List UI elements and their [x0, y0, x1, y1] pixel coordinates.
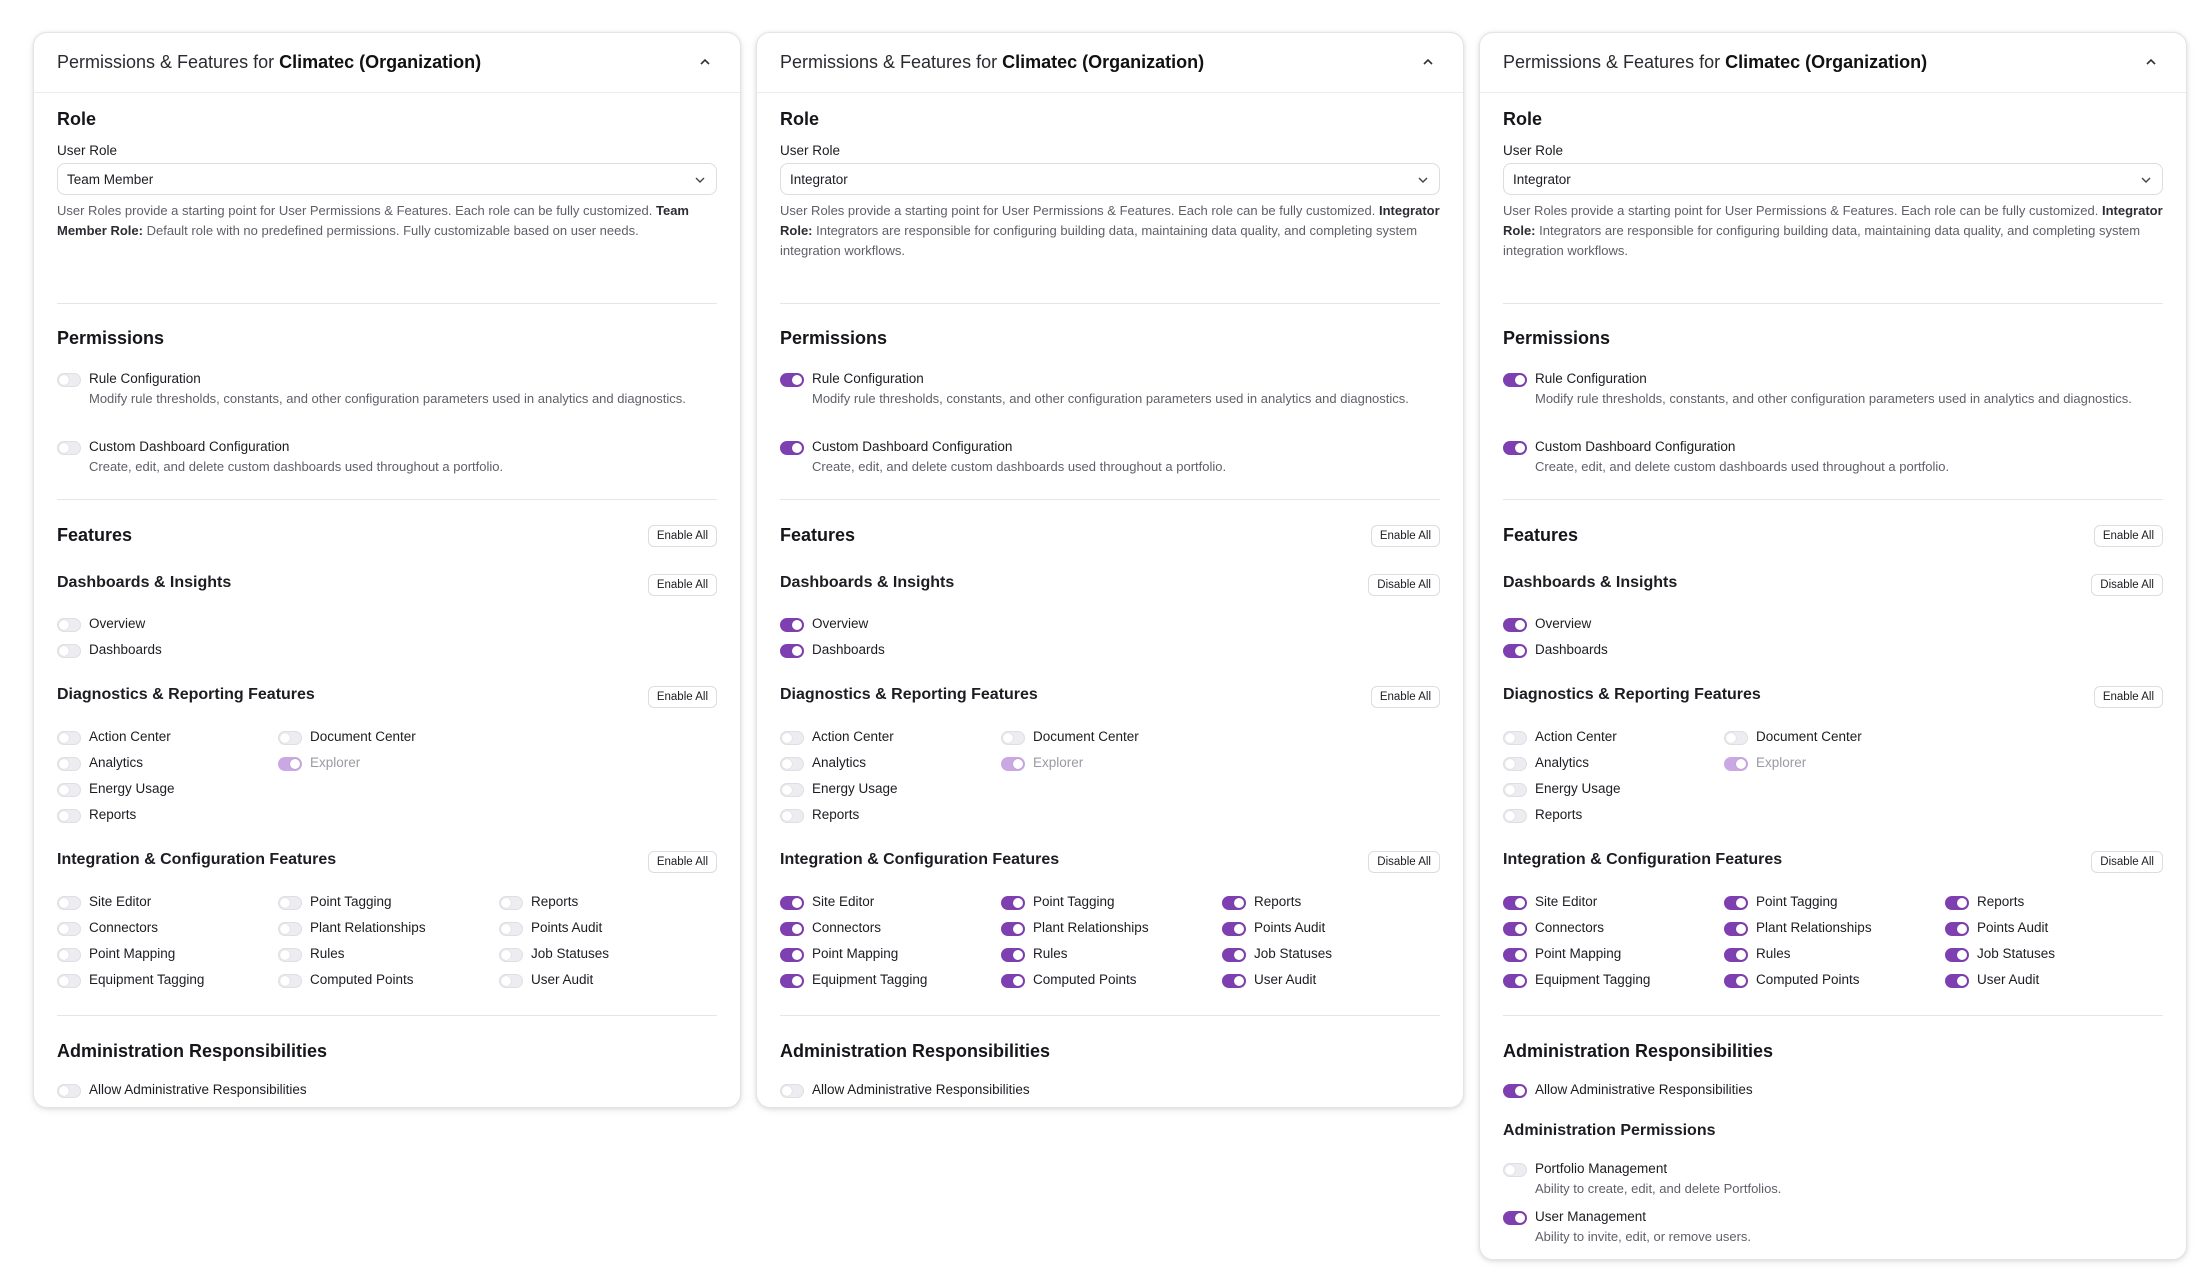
- overview-toggle[interactable]: [780, 618, 804, 632]
- computed-points-label: Computed Points: [1756, 972, 1860, 987]
- panel-title: Permissions & Features for Climatec (Organization): [1503, 52, 1928, 72]
- chevron-up-icon[interactable]: [1421, 55, 1435, 69]
- user-role-select[interactable]: [57, 163, 717, 195]
- job-statuses-label: Job Statuses: [1254, 946, 1333, 961]
- energy-usage-label: Energy Usage: [89, 781, 175, 796]
- point-tagging-label: Point Tagging: [1756, 894, 1838, 909]
- document-center-label: Document Center: [1033, 729, 1139, 744]
- equipment-tagging-toggle[interactable]: [57, 974, 81, 988]
- rules-label: Rules: [310, 946, 345, 961]
- rules-toggle[interactable]: [278, 948, 302, 962]
- explorer-label: Explorer: [1756, 755, 1807, 770]
- chevron-down-icon: [1417, 174, 1429, 186]
- user-role-label: User Role: [1503, 143, 1564, 158]
- features-enable-all-button[interactable]: Enable All: [648, 525, 717, 547]
- points-audit-toggle[interactable]: [1222, 922, 1246, 936]
- integration-configuration-heading: Integration & Configuration Features: [57, 851, 337, 868]
- portfolio-management-toggle[interactable]: [1503, 1163, 1527, 1177]
- features-heading: Features: [57, 525, 133, 545]
- divider: [57, 499, 717, 500]
- user-role-select[interactable]: [780, 163, 1440, 195]
- point-mapping-toggle[interactable]: [1503, 948, 1527, 962]
- rules-label: Rules: [1756, 946, 1791, 961]
- reports-toggle[interactable]: [1503, 809, 1527, 823]
- custom-dashboard-configuration-toggle[interactable]: [57, 441, 81, 455]
- connectors-toggle[interactable]: [1503, 922, 1527, 936]
- equipment-tagging-label: Equipment Tagging: [1535, 972, 1651, 987]
- points-audit-label: Points Audit: [1254, 920, 1326, 935]
- explorer-toggle: [1001, 757, 1025, 771]
- dashboards-disable-all-button[interactable]: Disable All: [2091, 574, 2163, 596]
- equipment-tagging-label: Equipment Tagging: [812, 972, 928, 987]
- connectors-toggle[interactable]: [57, 922, 81, 936]
- user-management-label: User Management: [1535, 1209, 1647, 1224]
- dashboards-enable-all-button[interactable]: Enable All: [648, 574, 717, 596]
- features-heading: Features: [780, 525, 856, 545]
- divider: [1503, 303, 2163, 304]
- plant-relationships-label: Plant Relationships: [1756, 920, 1872, 935]
- rule-configuration-toggle[interactable]: [780, 373, 804, 387]
- explorer-label: Explorer: [1033, 755, 1084, 770]
- allow-admin-toggle[interactable]: [57, 1084, 81, 1098]
- point-tagging-toggle[interactable]: [1724, 896, 1748, 910]
- equipment-tagging-toggle[interactable]: [1503, 974, 1527, 988]
- panel-header[interactable]: [757, 33, 1463, 93]
- user-role-label: User Role: [780, 143, 841, 158]
- custom-dashboard-configuration-label: Custom Dashboard Configuration: [1535, 439, 1736, 454]
- role-description: User Roles provide a starting point for User Permissions & Features. Each role can be fully customized. Integrator Role: Integrators are responsible for configuring building data, maintaining data quality, and completing system integration workflows.: [1503, 203, 2163, 258]
- integration-configuration-heading: Integration & Configuration Features: [780, 851, 1060, 868]
- permissions-panel-1: [33, 32, 741, 1108]
- point-tagging-label: Point Tagging: [310, 894, 392, 909]
- plant-relationships-label: Plant Relationships: [1033, 920, 1149, 935]
- diagnostics-enable-all-button[interactable]: Enable All: [1371, 686, 1440, 708]
- computed-points-toggle[interactable]: [1001, 974, 1025, 988]
- chevron-down-icon: [694, 174, 706, 186]
- panel-title: Permissions & Features for Climatec (Organization): [57, 52, 482, 72]
- connectors-label: Connectors: [812, 920, 882, 935]
- explorer-toggle: [278, 757, 302, 771]
- user-audit-label: User Audit: [531, 972, 594, 987]
- job-statuses-toggle[interactable]: [1222, 948, 1246, 962]
- reports-label: Reports: [89, 807, 137, 822]
- allow-admin-label: Allow Administrative Responsibilities: [89, 1082, 307, 1097]
- plant-relationships-label: Plant Relationships: [310, 920, 426, 935]
- point-tagging-label: Point Tagging: [1033, 894, 1115, 909]
- panel-header[interactable]: [34, 33, 740, 93]
- analytics-toggle[interactable]: [780, 757, 804, 771]
- overview-label: Overview: [1535, 616, 1592, 631]
- role-heading: Role: [57, 109, 97, 129]
- integration-reports-toggle[interactable]: [1945, 896, 1969, 910]
- allow-admin-label: Allow Administrative Responsibilities: [812, 1082, 1030, 1097]
- role-heading: Role: [1503, 109, 1543, 129]
- administration-heading: Administration Responsibilities: [1503, 1041, 1774, 1061]
- diagnostics-reporting-heading: Diagnostics & Reporting Features: [1503, 686, 1761, 703]
- overview-toggle[interactable]: [57, 618, 81, 632]
- analytics-label: Analytics: [1535, 755, 1590, 770]
- divider: [780, 1015, 1440, 1016]
- divider: [57, 1015, 717, 1016]
- chevron-up-icon[interactable]: [698, 55, 712, 69]
- panel-title: Permissions & Features for Climatec (Organization): [780, 52, 1205, 72]
- divider: [57, 303, 717, 304]
- analytics-toggle[interactable]: [1503, 757, 1527, 771]
- plant-relationships-toggle[interactable]: [1001, 922, 1025, 936]
- computed-points-label: Computed Points: [1033, 972, 1137, 987]
- rule-configuration-desc: Modify rule thresholds, constants, and other configuration parameters used in analytics and diagnostics.: [812, 391, 1409, 406]
- reports-toggle[interactable]: [780, 809, 804, 823]
- dashboards-label: Dashboards: [812, 642, 885, 657]
- rules-toggle[interactable]: [1724, 948, 1748, 962]
- role-description: User Roles provide a starting point for User Permissions & Features. Each role can be fully customized. Integrator Role: Integrators are responsible for configuring building data, maintaining data quality, and completing system integration workflows.: [780, 203, 1440, 258]
- rule-configuration-label: Rule Configuration: [812, 371, 924, 386]
- job-statuses-label: Job Statuses: [531, 946, 610, 961]
- computed-points-toggle[interactable]: [1724, 974, 1748, 988]
- divider: [1503, 499, 2163, 500]
- custom-dashboard-configuration-label: Custom Dashboard Configuration: [89, 439, 290, 454]
- explorer-label: Explorer: [310, 755, 361, 770]
- features-heading: Features: [1503, 525, 1579, 545]
- energy-usage-label: Energy Usage: [1535, 781, 1621, 796]
- features-enable-all-button[interactable]: Enable All: [1371, 525, 1440, 547]
- connectors-toggle[interactable]: [780, 922, 804, 936]
- rule-configuration-toggle[interactable]: [1503, 373, 1527, 387]
- permissions-heading: Permissions: [57, 328, 165, 348]
- document-center-label: Document Center: [1756, 729, 1862, 744]
- user-audit-label: User Audit: [1254, 972, 1317, 987]
- role-description: User Roles provide a starting point for User Permissions & Features. Each role can be fully customized. Team Member Role: Default role with no predefined permissions. Fully customizable based on user needs.: [57, 203, 689, 238]
- permissions-heading: Permissions: [1503, 328, 1611, 348]
- plant-relationships-toggle[interactable]: [1724, 922, 1748, 936]
- document-center-toggle[interactable]: [1724, 731, 1748, 745]
- rules-label: Rules: [1033, 946, 1068, 961]
- features-enable-all-button[interactable]: Enable All: [2094, 525, 2163, 547]
- site-editor-label: Site Editor: [812, 894, 875, 909]
- custom-dashboard-configuration-desc: Create, edit, and delete custom dashboards used throughout a portfolio.: [89, 459, 504, 474]
- point-tagging-toggle[interactable]: [1001, 896, 1025, 910]
- user-role-select[interactable]: [1503, 163, 2163, 195]
- diagnostics-enable-all-button[interactable]: Enable All: [2094, 686, 2163, 708]
- site-editor-label: Site Editor: [1535, 894, 1598, 909]
- integration-reports-label: Reports: [1254, 894, 1302, 909]
- action-center-label: Action Center: [812, 729, 894, 744]
- point-mapping-toggle[interactable]: [57, 948, 81, 962]
- rules-toggle[interactable]: [1001, 948, 1025, 962]
- energy-usage-toggle[interactable]: [57, 783, 81, 797]
- user-role-value: Team Member: [67, 172, 154, 187]
- divider: [780, 303, 1440, 304]
- point-mapping-toggle[interactable]: [780, 948, 804, 962]
- energy-usage-toggle[interactable]: [1503, 783, 1527, 797]
- point-mapping-label: Point Mapping: [1535, 946, 1622, 961]
- permissions-heading: Permissions: [780, 328, 888, 348]
- action-center-toggle[interactable]: [1503, 731, 1527, 745]
- plant-relationships-toggle[interactable]: [278, 922, 302, 936]
- diagnostics-reporting-heading: Diagnostics & Reporting Features: [57, 686, 315, 703]
- diagnostics-reporting-heading: Diagnostics & Reporting Features: [780, 686, 1038, 703]
- administration-heading: Administration Responsibilities: [57, 1041, 328, 1061]
- user-audit-toggle[interactable]: [1222, 974, 1246, 988]
- portfolio-management-desc: Ability to create, edit, and delete Portfolios.: [1535, 1181, 1782, 1196]
- user-role-label: User Role: [57, 143, 118, 158]
- action-center-toggle[interactable]: [57, 731, 81, 745]
- action-center-label: Action Center: [89, 729, 171, 744]
- allow-admin-toggle[interactable]: [1503, 1084, 1527, 1098]
- rule-configuration-desc: Modify rule thresholds, constants, and other configuration parameters used in analytics and diagnostics.: [1535, 391, 2132, 406]
- role-heading: Role: [780, 109, 820, 129]
- integration-disable-all-button[interactable]: Disable All: [2091, 851, 2163, 873]
- integration-reports-label: Reports: [531, 894, 579, 909]
- computed-points-label: Computed Points: [310, 972, 414, 987]
- rule-configuration-label: Rule Configuration: [89, 371, 201, 386]
- point-mapping-label: Point Mapping: [89, 946, 176, 961]
- integration-reports-toggle[interactable]: [1222, 896, 1246, 910]
- energy-usage-toggle[interactable]: [780, 783, 804, 797]
- site-editor-toggle[interactable]: [1503, 896, 1527, 910]
- dashboards-toggle[interactable]: [1503, 644, 1527, 658]
- analytics-label: Analytics: [812, 755, 867, 770]
- point-mapping-label: Point Mapping: [812, 946, 899, 961]
- point-tagging-toggle[interactable]: [278, 896, 302, 910]
- administration-heading: Administration Responsibilities: [780, 1041, 1051, 1061]
- administration-permissions-heading: Administration Permissions: [1503, 1122, 1716, 1139]
- site-editor-label: Site Editor: [89, 894, 152, 909]
- analytics-toggle[interactable]: [57, 757, 81, 771]
- chevron-up-icon[interactable]: [2144, 55, 2158, 69]
- connectors-label: Connectors: [1535, 920, 1605, 935]
- dashboards-toggle[interactable]: [57, 644, 81, 658]
- chevron-down-icon: [2140, 174, 2152, 186]
- user-audit-toggle[interactable]: [499, 974, 523, 988]
- overview-toggle[interactable]: [1503, 618, 1527, 632]
- integration-configuration-heading: Integration & Configuration Features: [1503, 851, 1783, 868]
- dashboards-label: Dashboards: [1535, 642, 1608, 657]
- equipment-tagging-label: Equipment Tagging: [89, 972, 205, 987]
- job-statuses-label: Job Statuses: [1977, 946, 2056, 961]
- reports-label: Reports: [1535, 807, 1583, 822]
- integration-disable-all-button[interactable]: Disable All: [1368, 851, 1440, 873]
- document-center-toggle[interactable]: [1001, 731, 1025, 745]
- overview-label: Overview: [89, 616, 146, 631]
- custom-dashboard-configuration-toggle[interactable]: [1503, 441, 1527, 455]
- points-audit-label: Points Audit: [531, 920, 603, 935]
- points-audit-label: Points Audit: [1977, 920, 2049, 935]
- dashboards-label: Dashboards: [89, 642, 162, 657]
- points-audit-toggle[interactable]: [499, 922, 523, 936]
- diagnostics-enable-all-button[interactable]: Enable All: [648, 686, 717, 708]
- rule-configuration-toggle[interactable]: [57, 373, 81, 387]
- integration-enable-all-button[interactable]: Enable All: [648, 851, 717, 873]
- document-center-toggle[interactable]: [278, 731, 302, 745]
- allow-admin-toggle[interactable]: [780, 1084, 804, 1098]
- divider: [1503, 1015, 2163, 1016]
- dashboards-insights-heading: Dashboards & Insights: [780, 574, 955, 591]
- site-editor-toggle[interactable]: [57, 896, 81, 910]
- dashboards-disable-all-button[interactable]: Disable All: [1368, 574, 1440, 596]
- analytics-label: Analytics: [89, 755, 144, 770]
- explorer-toggle: [1724, 757, 1748, 771]
- reports-label: Reports: [812, 807, 860, 822]
- action-center-toggle[interactable]: [780, 731, 804, 745]
- rule-configuration-label: Rule Configuration: [1535, 371, 1647, 386]
- job-statuses-toggle[interactable]: [499, 948, 523, 962]
- dashboards-toggle[interactable]: [780, 644, 804, 658]
- custom-dashboard-configuration-desc: Create, edit, and delete custom dashboards used throughout a portfolio.: [1535, 459, 1950, 474]
- site-editor-toggle[interactable]: [780, 896, 804, 910]
- energy-usage-label: Energy Usage: [812, 781, 898, 796]
- permissions-panel-2: [756, 32, 1464, 1108]
- portfolio-management-label: Portfolio Management: [1535, 1161, 1668, 1176]
- divider: [780, 499, 1440, 500]
- custom-dashboard-configuration-toggle[interactable]: [780, 441, 804, 455]
- points-audit-toggle[interactable]: [1945, 922, 1969, 936]
- user-management-desc: Ability to invite, edit, or remove users.: [1535, 1229, 1752, 1244]
- custom-dashboard-configuration-desc: Create, edit, and delete custom dashboards used throughout a portfolio.: [812, 459, 1227, 474]
- user-role-value: Integrator: [790, 172, 848, 187]
- connectors-label: Connectors: [89, 920, 159, 935]
- permissions-panel-3: [1479, 32, 2187, 1260]
- user-management-toggle[interactable]: [1503, 1211, 1527, 1225]
- custom-dashboard-configuration-label: Custom Dashboard Configuration: [812, 439, 1013, 454]
- user-role-value: Integrator: [1513, 172, 1571, 187]
- overview-label: Overview: [812, 616, 869, 631]
- rule-configuration-desc: Modify rule thresholds, constants, and other configuration parameters used in analytics and diagnostics.: [89, 391, 686, 406]
- action-center-label: Action Center: [1535, 729, 1617, 744]
- job-statuses-toggle[interactable]: [1945, 948, 1969, 962]
- dashboards-insights-heading: Dashboards & Insights: [57, 574, 232, 591]
- document-center-label: Document Center: [310, 729, 416, 744]
- integration-reports-toggle[interactable]: [499, 896, 523, 910]
- panel-header[interactable]: [1480, 33, 2186, 93]
- equipment-tagging-toggle[interactable]: [780, 974, 804, 988]
- user-audit-toggle[interactable]: [1945, 974, 1969, 988]
- reports-toggle[interactable]: [57, 809, 81, 823]
- user-audit-label: User Audit: [1977, 972, 2040, 987]
- computed-points-toggle[interactable]: [278, 974, 302, 988]
- allow-admin-label: Allow Administrative Responsibilities: [1535, 1082, 1753, 1097]
- dashboards-insights-heading: Dashboards & Insights: [1503, 574, 1678, 591]
- integration-reports-label: Reports: [1977, 894, 2025, 909]
